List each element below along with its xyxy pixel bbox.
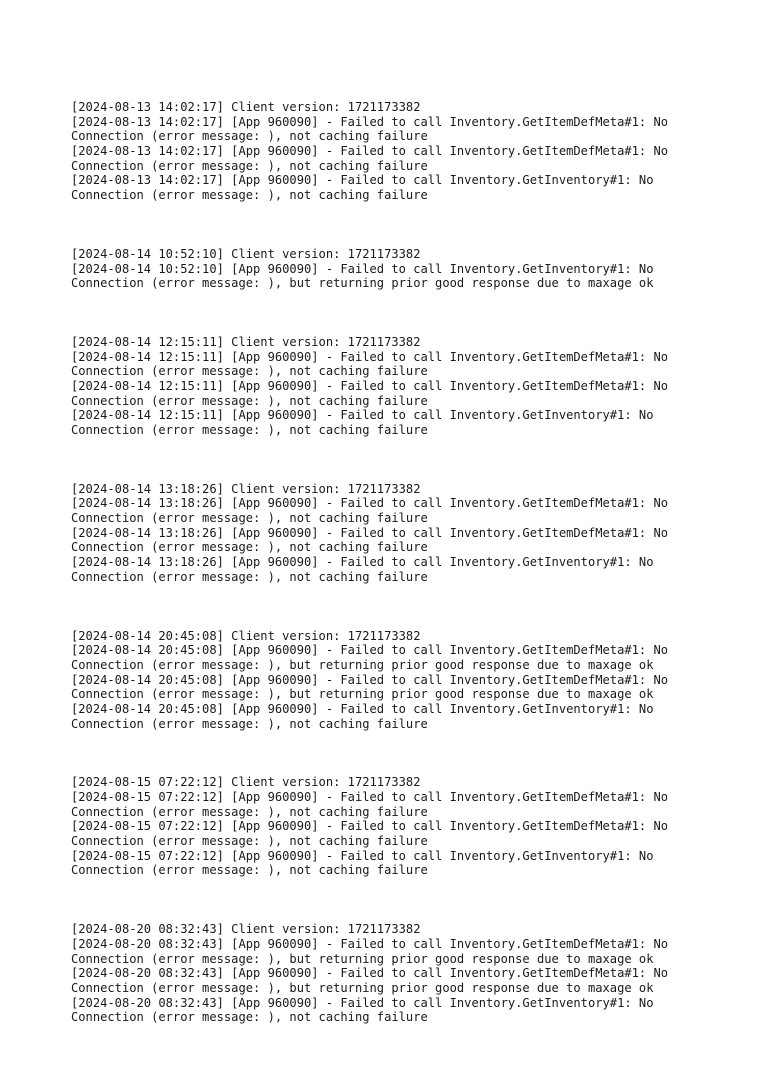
log-line: [2024-08-20 08:32:43] [App 960090] - Failed to call Inventory.GetItemDefMeta#1: No [71, 966, 669, 981]
log-line: [2024-08-14 12:15:11] [App 960090] - Failed to call Inventory.GetInventory#1: No [71, 408, 654, 423]
log-line: [2024-08-20 08:32:43] Client version: 1721173382 [71, 922, 421, 937]
log-line: [2024-08-14 12:15:11] [App 960090] - Failed to call Inventory.GetItemDefMeta#1: No [71, 378, 669, 393]
log-line: Connection (error message: ), not caching failure [71, 834, 428, 849]
log-document [71, 100, 751, 1069]
log-line: Connection (error message: ), but returning prior good response due to maxage ok [71, 687, 654, 702]
log-line: Connection (error message: ), not caching failure [71, 511, 428, 526]
log-line: Connection (error message: ), but returning prior good response due to maxage ok [71, 657, 654, 672]
log-line: Connection (error message: ), not caching failure [71, 1010, 428, 1025]
log-line: [2024-08-14 12:15:11] [App 960090] - Failed to call Inventory.GetItemDefMeta#1: No [71, 349, 669, 364]
log-line: [2024-08-15 07:22:12] Client version: 1721173382 [71, 775, 421, 790]
log-line: [2024-08-14 12:15:11] Client version: 1721173382 [71, 334, 421, 349]
log-line: [2024-08-15 07:22:12] [App 960090] - Failed to call Inventory.GetItemDefMeta#1: No [71, 790, 669, 804]
log-line: [2024-08-14 20:45:08] [App 960090] - Failed to call Inventory.GetItemDefMeta#1: No [71, 672, 669, 687]
log-line: [2024-08-14 20:45:08] [App 960090] - Failed to call Inventory.GetItemDefMeta#1: No [71, 643, 669, 658]
log-line: Connection (error message: ), but returning prior good response due to maxage ok [71, 276, 654, 291]
log-line: Connection (error message: ), not caching failure [71, 804, 428, 819]
log-line: [2024-08-14 10:52:10] [App 960090] - Failed to call Inventory.GetInventory#1: No [71, 261, 654, 276]
log-line: [2024-08-14 13:18:26] [App 960090] - Failed to call Inventory.GetInventory#1: No [71, 555, 654, 570]
log-line: Connection (error message: ), not caching failure [71, 158, 428, 173]
log-line: Connection (error message: ), not caching failure [71, 540, 428, 555]
log-line: Connection (error message: ), not caching failure [71, 129, 428, 144]
log-line: [2024-08-13 14:02:17] Client version: 1721173382 [71, 100, 421, 114]
log-session-block [71, 775, 751, 878]
log-line: Connection (error message: ), not caching failure [71, 569, 428, 584]
log-line: Connection (error message: ), but returning prior good response due to maxage ok [71, 951, 654, 966]
log-line: [2024-08-13 14:02:17] [App 960090] - Failed to call Inventory.GetItemDefMeta#1: No [71, 114, 669, 129]
log-line: [2024-08-14 20:45:08] Client version: 1721173382 [71, 628, 421, 643]
log-line: [2024-08-15 07:22:12] [App 960090] - Failed to call Inventory.GetInventory#1: No [71, 848, 654, 863]
log-line: Connection (error message: ), not caching failure [71, 393, 428, 408]
log-line: Connection (error message: ), not caching failure [71, 188, 428, 203]
log-line: Connection (error message: ), not caching failure [71, 716, 428, 731]
log-session-block [71, 335, 751, 438]
log-line: [2024-08-13 14:02:17] [App 960090] - Failed to call Inventory.GetItemDefMeta#1: No [71, 144, 669, 159]
log-line: Connection (error message: ), not caching failure [71, 863, 428, 878]
log-line: Connection (error message: ), not caching failure [71, 364, 428, 379]
log-session-block [71, 629, 751, 732]
log-session-block [71, 922, 751, 1025]
log-line: Connection (error message: ), but returning prior good response due to maxage ok [71, 980, 654, 995]
log-line: [2024-08-14 20:45:08] [App 960090] - Failed to call Inventory.GetInventory#1: No [71, 701, 654, 716]
log-line: [2024-08-15 07:22:12] [App 960090] - Failed to call Inventory.GetItemDefMeta#1: No [71, 819, 669, 834]
log-line: [2024-08-14 10:52:10] Client version: 1721173382 [71, 246, 421, 261]
log-session-block [71, 100, 751, 203]
log-line: [2024-08-20 08:32:43] [App 960090] - Failed to call Inventory.GetItemDefMeta#1: No [71, 936, 669, 951]
log-line: [2024-08-14 13:18:26] [App 960090] - Failed to call Inventory.GetItemDefMeta#1: No [71, 496, 669, 511]
log-line: [2024-08-20 08:32:43] [App 960090] - Failed to call Inventory.GetInventory#1: No [71, 995, 654, 1010]
log-line: Connection (error message: ), not caching failure [71, 423, 428, 437]
log-line: [2024-08-14 13:18:26] [App 960090] - Failed to call Inventory.GetItemDefMeta#1: No [71, 525, 669, 540]
log-line: [2024-08-14 13:18:26] Client version: 1721173382 [71, 481, 421, 496]
log-session-block [71, 482, 751, 585]
log-line: [2024-08-13 14:02:17] [App 960090] - Failed to call Inventory.GetInventory#1: No [71, 173, 654, 188]
log-session-block [71, 247, 751, 291]
